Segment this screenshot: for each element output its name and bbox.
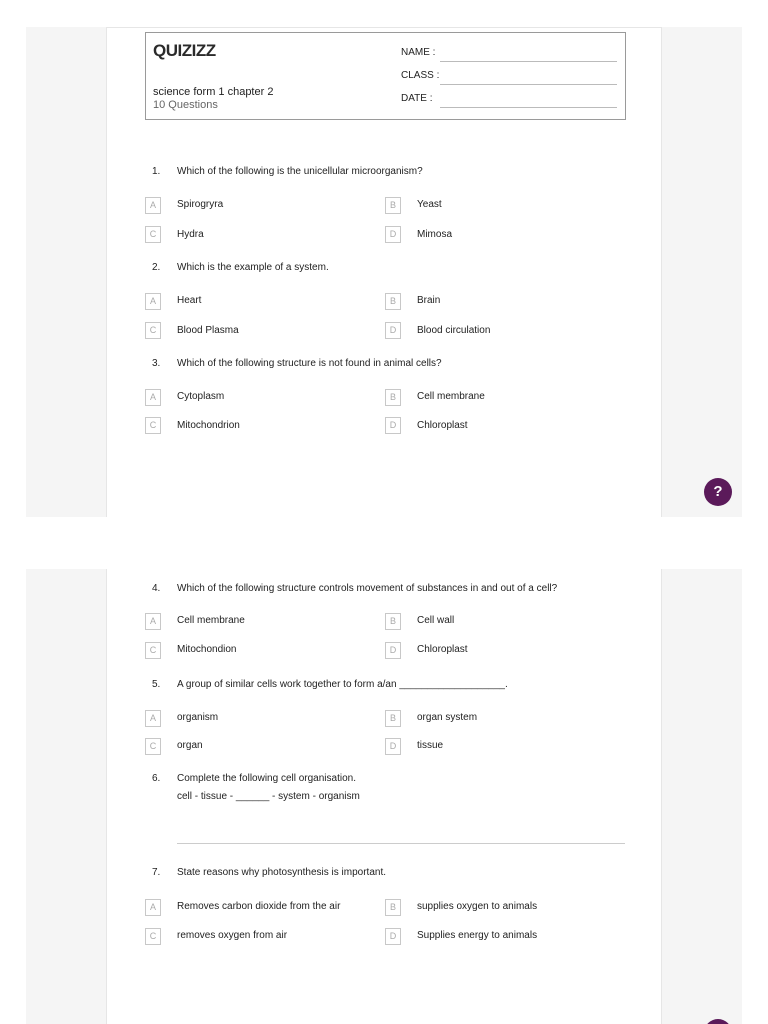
option-letter[interactable]: A: [145, 899, 161, 916]
question-text: Which is the example of a system.: [177, 262, 329, 273]
option-text[interactable]: organ system: [417, 712, 478, 723]
question-number: 1.: [152, 166, 161, 177]
option-letter[interactable]: D: [385, 738, 401, 755]
question-number: 6.: [152, 773, 161, 784]
question-text: Which of the following structure is not found in animal cells?: [177, 358, 442, 369]
question-number: 7.: [152, 867, 161, 878]
option-letter[interactable]: A: [145, 389, 161, 406]
option-letter[interactable]: C: [145, 642, 161, 659]
option-text[interactable]: Blood circulation: [417, 325, 491, 336]
option-text[interactable]: Mimosa: [417, 229, 453, 240]
option-text[interactable]: supplies oxygen to animals: [417, 901, 538, 912]
option-letter[interactable]: C: [145, 322, 161, 339]
option-letter[interactable]: D: [385, 642, 401, 659]
question-number: 2.: [152, 262, 161, 273]
option-text[interactable]: Cell membrane: [177, 615, 245, 626]
option-text[interactable]: organism: [177, 712, 219, 723]
question-text: Complete the following cell organisation.: [177, 773, 356, 784]
option-letter[interactable]: B: [385, 389, 401, 406]
option-letter[interactable]: B: [385, 710, 401, 727]
option-text[interactable]: Brain: [417, 295, 441, 306]
option-text[interactable]: Yeast: [417, 199, 442, 210]
option-text[interactable]: Hydra: [177, 229, 204, 240]
option-letter[interactable]: C: [145, 738, 161, 755]
option-text[interactable]: Chloroplast: [417, 644, 468, 655]
question-text: A group of similar cells work together to form a/an ___________________.: [177, 679, 508, 690]
option-text[interactable]: Cytoplasm: [177, 391, 225, 402]
class-label: CLASS :: [401, 70, 440, 81]
option-letter[interactable]: A: [145, 710, 161, 727]
option-letter[interactable]: D: [385, 417, 401, 434]
option-text[interactable]: Mitochondion: [177, 644, 237, 655]
option-letter[interactable]: B: [385, 197, 401, 214]
date-line: [440, 107, 617, 108]
option-text[interactable]: Cell membrane: [417, 391, 485, 402]
name-line: [440, 61, 617, 62]
option-text[interactable]: Mitochondrion: [177, 420, 240, 431]
option-letter[interactable]: D: [385, 226, 401, 243]
option-letter[interactable]: A: [145, 197, 161, 214]
option-text[interactable]: removes oxygen from air: [177, 930, 288, 941]
option-letter[interactable]: B: [385, 899, 401, 916]
question-text: State reasons why photosynthesis is important.: [177, 867, 386, 878]
option-letter[interactable]: B: [385, 293, 401, 310]
quizizz-logo: QUIZIZZ: [153, 41, 216, 60]
name-label: NAME :: [401, 47, 436, 58]
option-letter[interactable]: C: [145, 928, 161, 945]
help-button[interactable]: ?: [704, 478, 732, 506]
date-label: DATE :: [401, 93, 433, 104]
option-letter[interactable]: C: [145, 417, 161, 434]
question-text: Which of the following is the unicellular microorganism?: [177, 166, 423, 177]
option-text[interactable]: tissue: [417, 740, 444, 751]
option-text[interactable]: Cell wall: [417, 615, 455, 626]
question-number: 5.: [152, 679, 161, 690]
question-number: 3.: [152, 358, 161, 369]
option-text[interactable]: Chloroplast: [417, 420, 468, 431]
question-number: 4.: [152, 583, 161, 594]
option-letter[interactable]: B: [385, 613, 401, 630]
option-text[interactable]: Heart: [177, 295, 202, 306]
option-text[interactable]: organ: [177, 740, 203, 751]
option-text[interactable]: Supplies energy to animals: [417, 930, 538, 941]
question-subtext: cell - tissue - ______ - system - organism: [177, 791, 360, 802]
option-text[interactable]: Blood Plasma: [177, 325, 239, 336]
option-letter[interactable]: D: [385, 322, 401, 339]
option-letter[interactable]: D: [385, 928, 401, 945]
question-count: 10 Questions: [153, 99, 218, 111]
worksheet-header: [145, 32, 626, 120]
worksheet-title: science form 1 chapter 2: [153, 86, 274, 98]
option-text[interactable]: Spirogryra: [177, 199, 224, 210]
option-text[interactable]: Removes carbon dioxide from the air: [177, 901, 341, 912]
option-letter[interactable]: A: [145, 293, 161, 310]
option-letter[interactable]: C: [145, 226, 161, 243]
answer-line[interactable]: [177, 843, 625, 844]
question-text: Which of the following structure controls movement of substances in and out of a cell?: [177, 583, 558, 594]
class-line: [440, 84, 617, 85]
option-letter[interactable]: A: [145, 613, 161, 630]
